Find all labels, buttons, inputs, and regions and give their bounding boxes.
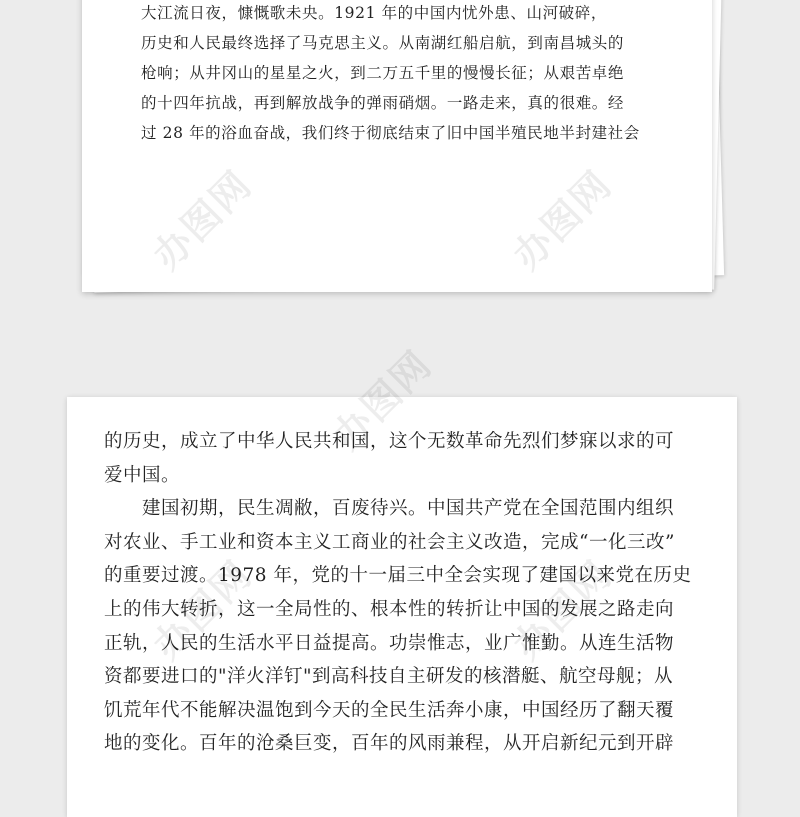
text-line: 正轨，人民的生活水平日益提高。功崇惟志，业广惟勤。从连生活物: [104, 632, 675, 654]
text-line: 的十四年抗战，再到解放战争的弹雨硝烟。一路走来，真的很难。经: [141, 94, 625, 112]
bottom-page: [67, 397, 737, 817]
text-line: 上的伟大转折，这一全局性的、根本性的转折让中国的发展之路走向: [104, 598, 675, 620]
text-line: 的历史，成立了中华人民共和国，这个无数革命先烈们梦寐以求的可: [104, 431, 675, 452]
text-line: 饥荒年代不能解决温饱到今天的全民生活奔小康，中国经历了翻天覆: [104, 699, 675, 721]
text-line: 大江流日夜，慷慨歌未央。1921 年的中国内忧外患、山河破碎，: [141, 4, 607, 22]
text-line: 资都要进口的"洋火洋钉"到高科技自主研发的核潜艇、航空母舰；从: [104, 666, 674, 688]
top-page-text: [141, 0, 661, 148]
top-page: [82, 0, 712, 292]
text-line: 地的变化。百年的沧桑巨变，百年的风雨兼程，从开启新纪元到开辟: [104, 733, 675, 755]
text-line: 历史和人民最终选择了马克思主义。从南湖红船启航，到南昌城头的: [141, 34, 625, 52]
text-line: 爱中国。: [104, 464, 181, 486]
text-line: 过 28 年的浴血奋战，我们终于彻底结束了旧中国半殖民地半封建社会: [141, 124, 640, 142]
text-line: 对农业、手工业和资本主义工商业的社会主义改造，完成“一化三改”: [104, 531, 675, 553]
text-line: 枪响；从井冈山的星星之火，到二万五千里的慢慢长征；从艰苦卓绝: [141, 64, 625, 82]
text-line: 的重要过渡。1978 年，党的十一届三中全会实现了建国以来党在历史: [104, 565, 692, 587]
bottom-page-text: [104, 425, 700, 761]
text-line: 建国初期，民生凋敝，百废待兴。中国共产党在全国范围内组织: [104, 498, 675, 520]
